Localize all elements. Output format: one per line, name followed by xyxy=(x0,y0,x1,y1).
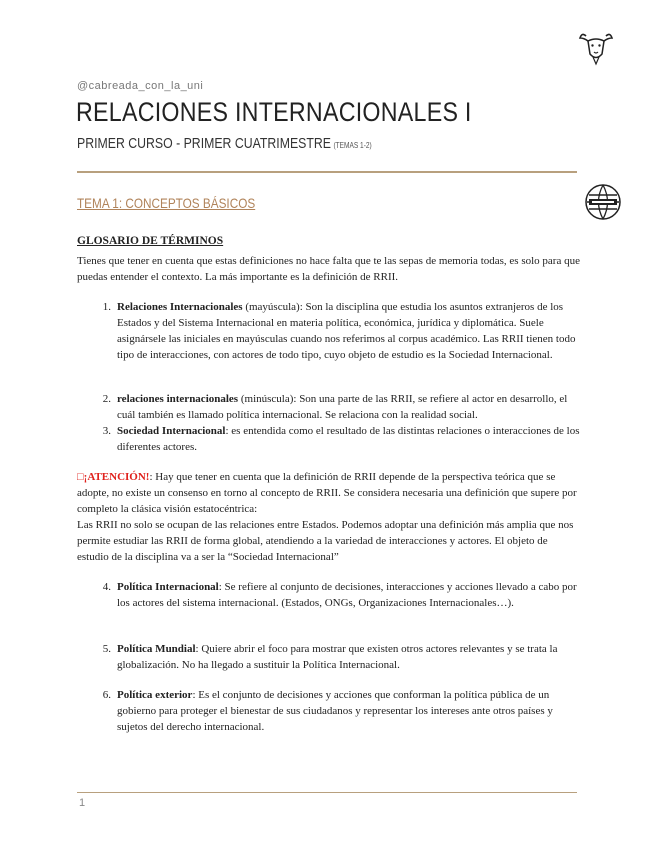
definition: : es entendida como el resultado de las distintas relaciones o interacciones de los diferentes actores. xyxy=(117,425,580,453)
list-item xyxy=(97,299,580,363)
footer-divider xyxy=(77,792,577,793)
warning-icon: □ xyxy=(77,471,84,483)
header-divider xyxy=(77,171,577,173)
list-number: 4. xyxy=(102,581,111,593)
glossary-heading: GLOSARIO DE TÉRMINOS xyxy=(77,235,224,247)
page-title: RELACIONES INTERNACIONALES I xyxy=(76,97,472,127)
page-subtitle xyxy=(77,135,372,152)
term: Política Internacional xyxy=(117,581,219,593)
list-item xyxy=(97,687,580,735)
list-number: 1. xyxy=(102,301,111,313)
term: Política Mundial xyxy=(117,643,196,655)
list-number: 2. xyxy=(102,393,111,405)
attention-note xyxy=(77,469,580,517)
list-number: 5. xyxy=(102,643,111,655)
page-number: 1 xyxy=(79,797,86,809)
definition: (mayúscula): Son la disciplina que estudia los asuntos extranjeros de los Estados y del Sistema Internacional en materia política, económica, jurídica y diplomática. Suele asignársele las iniciales en mayúsculas cuando nos referimos al corpus académico. Las RRII tienen todo tipo de interacciones, con actores de todo tipo, cuyo objeto de estudio es la Sociedad Internacional. xyxy=(117,301,576,361)
term: Sociedad Internacional xyxy=(117,425,226,437)
definition: : Es el conjunto de decisiones y acciones que conforman la política pública de un gobierno para proteger el bienestar de sus ciudadanos y representar los intereses ante otros países y sujetos del derecho internacional. xyxy=(117,689,553,733)
definition: : Quiere abrir el foco para mostrar que existen otros actores relevantes y se trata la globalización. No ha llegado a sustituir la Política Internacional. xyxy=(117,643,558,671)
list-item xyxy=(97,423,580,455)
term: relaciones internacionales xyxy=(117,393,239,405)
globe-badge-icon xyxy=(584,183,622,221)
attention-label: ¡ATENCIÓN! xyxy=(83,471,150,483)
list-item xyxy=(97,391,580,423)
intro-paragraph: Tienes que tener en cuenta que estas definiciones no hace falta que te las sepas de memoria todas, es solo para que puedas entender el contexto. La más importante es la definición de RRII. xyxy=(77,255,580,283)
list-item xyxy=(97,579,580,611)
section-heading: TEMA 1: CONCEPTOS BÁSICOS xyxy=(77,195,256,211)
attention-paragraph: Las RRII no solo se ocupan de las relaciones entre Estados. Podemos adoptar una definición más amplia que nos permite estudiar las RRII de forma global, atendiendo a la variedad de interacciones y actores. El objeto de estudio de la disciplina va a ser la “Sociedad Internacional” xyxy=(77,519,574,563)
list-number: 6. xyxy=(102,689,111,701)
definition: (minúscula): Son una parte de las RRII, se refiere al actor en desarrollo, el cuál también es llamado política internacional. Se relaciona con la realidad social. xyxy=(117,393,568,421)
term: Relaciones Internacionales xyxy=(117,301,243,313)
author-handle: @cabreada_con_la_uni xyxy=(77,80,204,92)
term: Política exterior xyxy=(117,689,193,701)
attention-text: : Hay que tener en cuenta que la definición de RRII depende de la perspectiva teórica que se adopte, no existe un consenso en torno al concepto de RRII. Se considera necesaria una definición que supere por completo la clásica visión estatocéntrica: xyxy=(77,471,577,515)
subtitle-text: PRIMER CURSO - PRIMER CUATRIMESTRE xyxy=(77,135,331,152)
list-number: 3. xyxy=(102,425,111,437)
subtitle-note: (TEMAS 1-2) xyxy=(333,141,372,150)
goat-logo-icon xyxy=(578,30,614,66)
definition: : Se refiere al conjunto de decisiones, interacciones y acciones llevado a cabo por los actores del sistema internacional. (Estados, ONGs, Organizaciones Internacionales…). xyxy=(117,581,577,609)
list-item xyxy=(97,641,580,673)
